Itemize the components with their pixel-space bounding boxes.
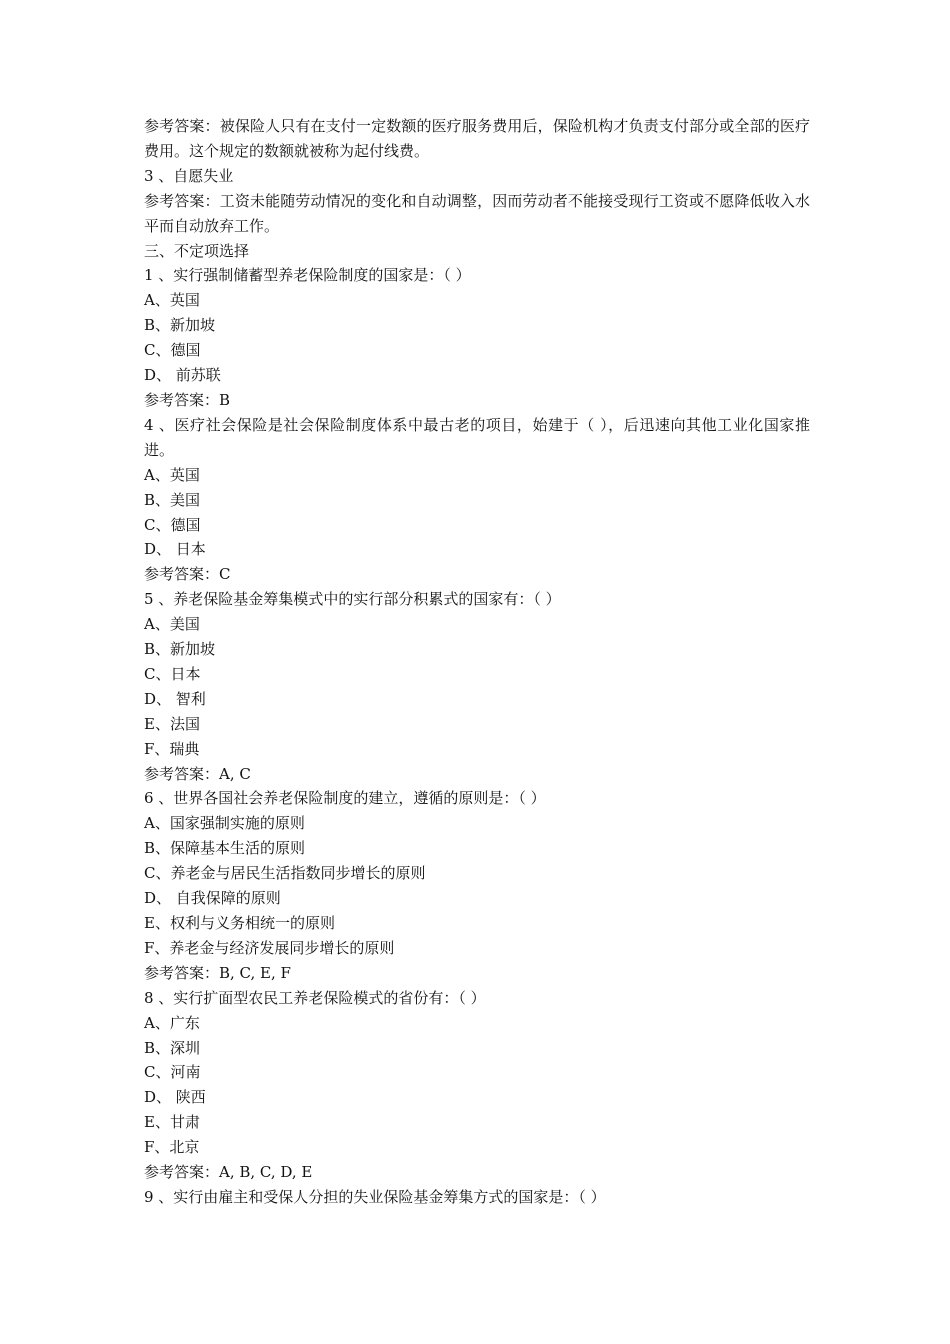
text-line: A、广东 <box>144 1013 200 1032</box>
document-page <box>144 114 810 1210</box>
text-line: 8 、实行扩面型农民工养老保险模式的省份有：（ ） <box>144 988 486 1007</box>
text-line: A、英国 <box>144 465 200 484</box>
text-line: 1 、实行强制储蓄型养老保险制度的国家是：（ ） <box>144 266 471 285</box>
text-line: 参考答案：A, B, C, D, E <box>144 1163 313 1182</box>
text-line: C、德国 <box>144 341 201 360</box>
text-line: D、 陕西 <box>144 1088 206 1107</box>
text-line: D、 前苏联 <box>144 366 221 385</box>
text-line: 5 、养老保险基金筹集模式中的实行部分积累式的国家有：（ ） <box>144 590 561 609</box>
text-line: A、英国 <box>144 291 200 310</box>
text-line: 9 、实行由雇主和受保人分担的失业保险基金筹集方式的国家是：（ ） <box>144 1187 606 1206</box>
text-line: A、国家强制实施的原则 <box>144 814 305 833</box>
text-line: C、德国 <box>144 515 201 534</box>
text-line: E、法国 <box>144 714 200 733</box>
text-line: 参考答案：A, C <box>144 764 251 783</box>
text-line: F、北京 <box>144 1138 200 1157</box>
text-line: C、养老金与居民生活指数同步增长的原则 <box>144 864 426 883</box>
text-line: D、 自我保障的原则 <box>144 889 281 908</box>
text-line: 三、不定项选择 <box>144 241 250 260</box>
text-line: E、甘肃 <box>144 1113 200 1132</box>
text-line: D、 日本 <box>144 540 206 559</box>
text-line: A、美国 <box>144 615 200 634</box>
text-line: F、瑞典 <box>144 739 200 758</box>
text-line: B、新加坡 <box>144 640 216 659</box>
text-line: B、保障基本生活的原则 <box>144 839 306 858</box>
text-line: C、河南 <box>144 1063 201 1082</box>
text-line: 6 、世界各国社会养老保险制度的建立，遵循的原则是：（ ） <box>144 789 546 808</box>
text-line: C、日本 <box>144 664 201 683</box>
text-line: 参考答案：被保险人只有在支付一定数额的医疗服务费用后，保险机构才负责支付部分或全部的医疗费用。这个规定的数额就被称为起付线费。 <box>144 117 810 160</box>
text-line: 参考答案：B, C, E, F <box>144 963 291 982</box>
text-line: 3 、自愿失业 <box>144 166 234 185</box>
text-line: D、 智利 <box>144 689 206 708</box>
text-line: B、美国 <box>144 490 201 509</box>
text-line: E、权利与义务相统一的原则 <box>144 914 335 932</box>
text-line: 参考答案：B <box>144 390 231 409</box>
text-line: B、深圳 <box>144 1038 201 1057</box>
text-line: 4 、医疗社会保险是社会保险制度体系中最古老的项目，始建于（ ），后迅速向其他工业化国家推进。 <box>144 415 810 459</box>
text-line: B、新加坡 <box>144 316 216 335</box>
text-line: 参考答案：工资未能随劳动情况的变化和自动调整，因而劳动者不能接受现行工资或不愿降低收入水平而自动放弃工作。 <box>144 191 810 235</box>
text-line: 参考答案：C <box>144 565 231 584</box>
text-line: F、养老金与经济发展同步增长的原则 <box>144 938 395 957</box>
